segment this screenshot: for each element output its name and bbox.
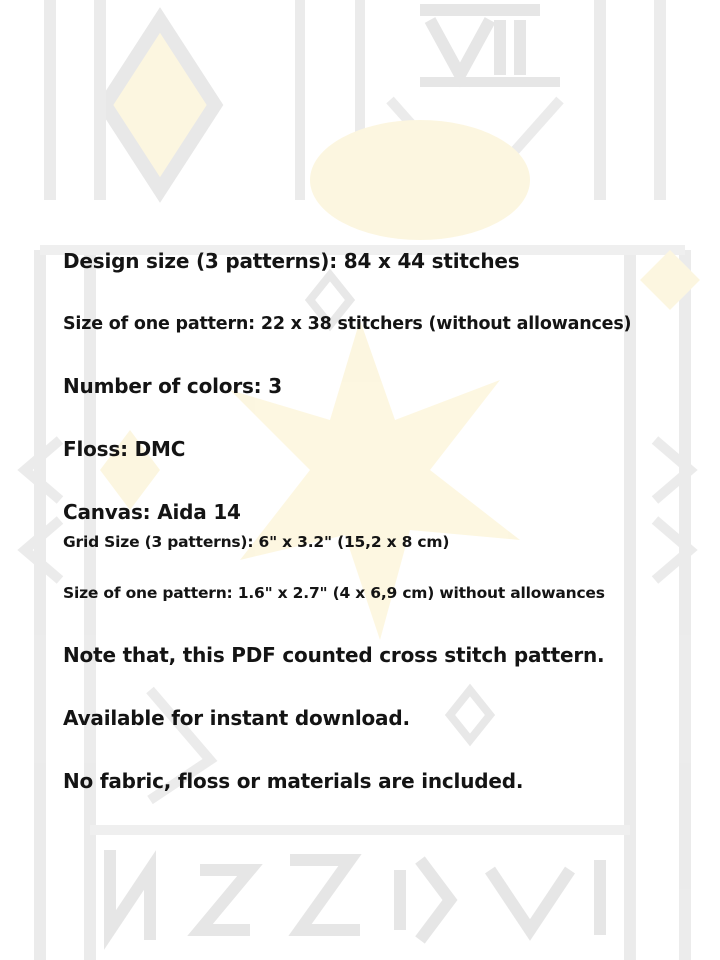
grid-size-line: Grid Size (3 patterns): 6" x 3.2" (15,2 x 8 cm): [63, 533, 450, 551]
instant-download-line: Available for instant download.: [63, 706, 410, 730]
pdf-note-line: Note that, this PDF counted cross stitch pattern.: [63, 643, 605, 667]
number-of-colors-line: Number of colors: 3: [63, 374, 282, 398]
design-size-line: Design size (3 patterns): 84 x 44 stitches: [63, 249, 520, 273]
pattern-size-stitches-line: Size of one pattern: 22 x 38 stitchers (without allowances): [63, 314, 632, 334]
floss-line: Floss: DMC: [63, 437, 186, 461]
materials-not-included-line: No fabric, floss or materials are included.: [63, 769, 524, 793]
canvas-line: Canvas: Aida 14: [63, 500, 241, 524]
pattern-size-dimensions-line: Size of one pattern: 1.6" x 2.7" (4 x 6,9 cm) without allowances: [63, 584, 605, 602]
